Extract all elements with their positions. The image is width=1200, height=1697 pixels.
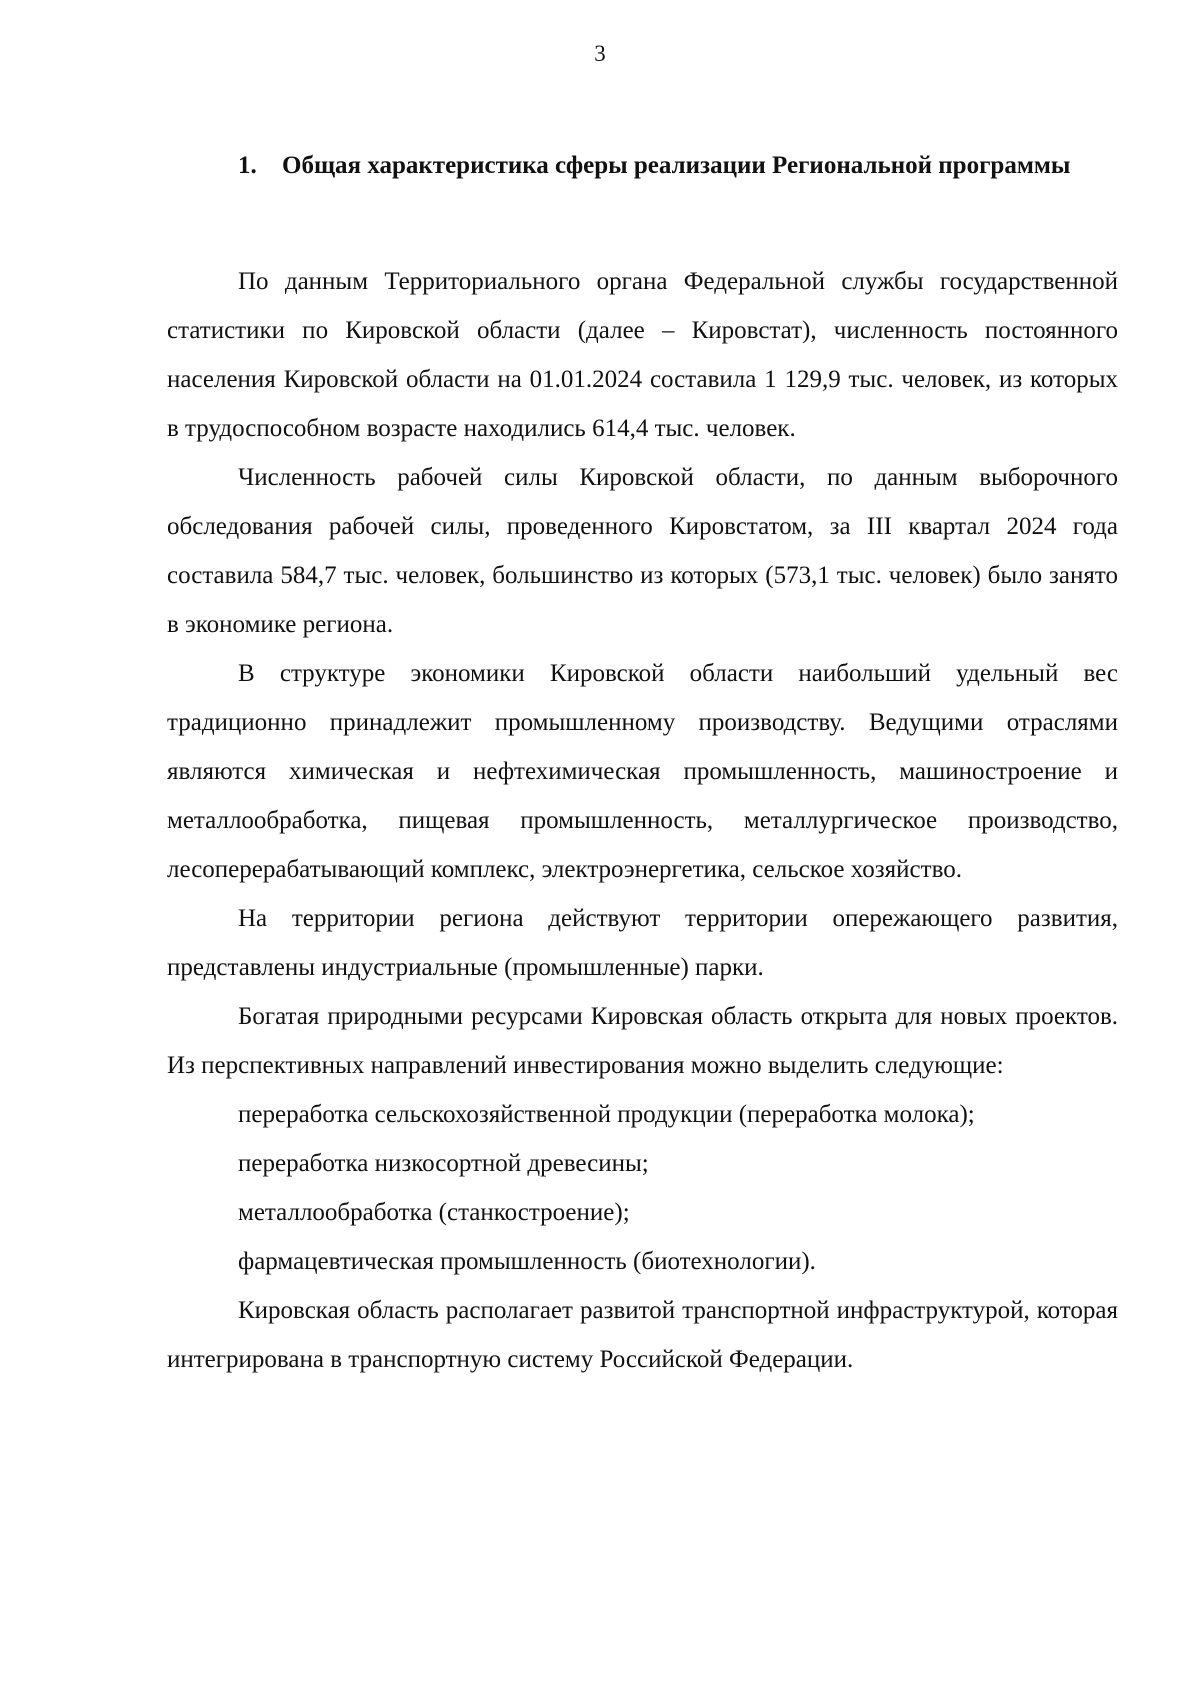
paragraph-labor-force: Численность рабочей силы Кировской области, по данным выборочного обследования рабочей силы, проведенного Кировстатом, за III квартал 2024 года составила 584,7 тыс. человек, большинство из которых (573,1 тыс. человек) было занято в экономике региона. [167,464,1118,638]
section-number: 1. [238,152,257,179]
paragraph-investment-directions: Богатая природными ресурсами Кировская область открыта для новых проектов. Из перспективных направлений инвестирования можно выделить следующие: [167,1003,1118,1079]
section-heading [238,148,1118,184]
document-body [167,257,1118,1384]
page-number: 3 [594,41,606,66]
list-item: переработка низкосортной древесины; [238,1150,649,1177]
list-item: фармацевтическая промышленность (биотехнологии). [238,1248,816,1275]
section-title: Общая характеристика сферы реализации Региональной программы [282,152,1071,179]
list-item: металлообработка (станкостроение); [238,1199,630,1226]
paragraph-economy-structure: В структуре экономики Кировской области наибольший удельный вес традиционно принадлежит промышленному производству. Ведущими отраслями являются химическая и нефтехимическая промышленность, машиностроение и металлообработка, пищевая промышленность, металлургическое производство, лесоперерабатывающий комплекс, электроэнергетика, сельское хозяйство. [167,660,1118,883]
paragraph-transport: Кировская область располагает развитой транспортной инфраструктурой, которая интегрирована в транспортную систему Российской Федерации. [167,1297,1118,1373]
paragraph-development-territories: На территории региона действуют территории опережающего развития, представлены индустриальные (промышленные) парки. [167,905,1118,981]
investment-directions-list [167,1090,1118,1286]
list-item: переработка сельскохозяйственной продукции (переработка молока); [238,1101,975,1128]
paragraph-population: По данным Территориального органа Федеральной службы государственной статистики по Кировской области (далее – Кировстат), численность постоянного населения Кировской области на 01.01.2024 составила 1 129,9 тыс. человек, из которых в трудоспособном возрасте находились 614,4 тыс. человек. [167,268,1118,442]
